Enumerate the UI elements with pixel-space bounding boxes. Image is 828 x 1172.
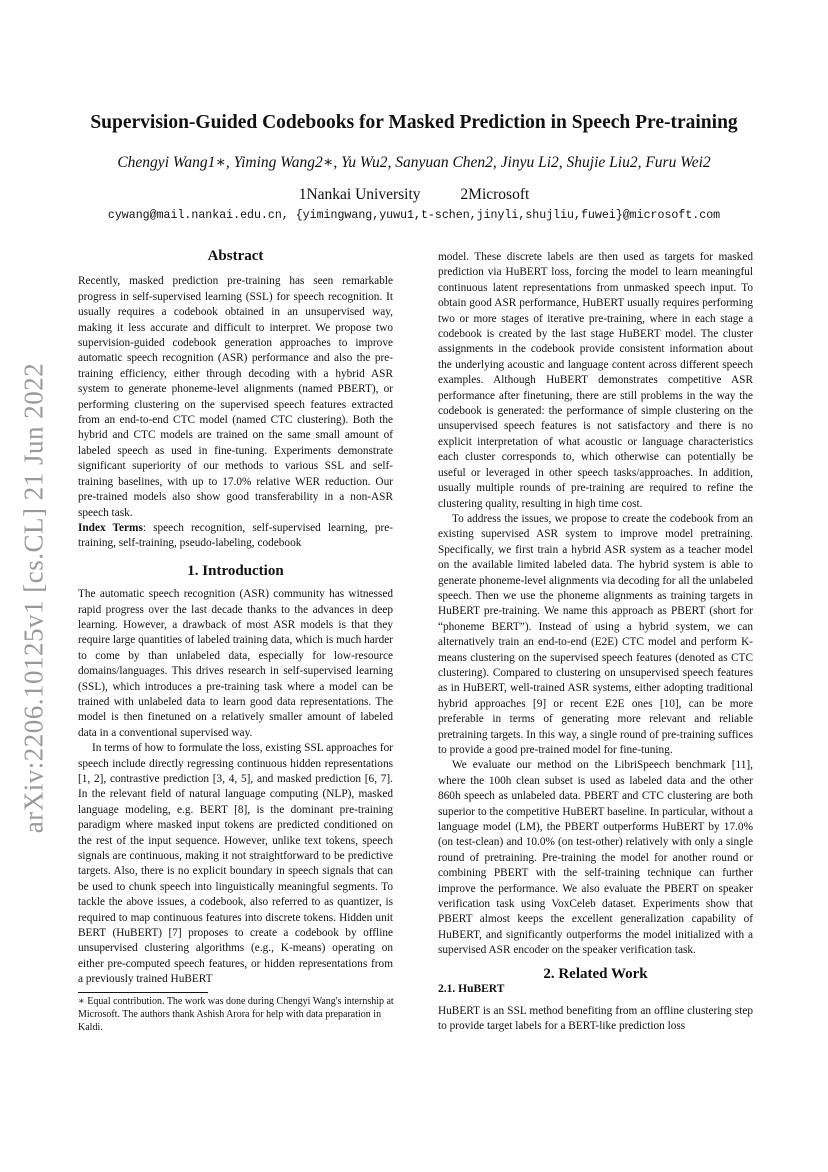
abstract-text: Recently, masked prediction pre-training has seen remarkable progress in self-supervised learning (SSL) for speech recognition. It usually requires a codebook obtained in an unsupervised way, making it less accurate and difficult to interpret. We propose two supervision-guided codebook generation approaches to improve automatic speech recognition (ASR) performance and also the pre-training efficiency, either through decoding with a hybrid ASR system to generate phoneme-level alignments (named PBERT), or performing clustering on the supervised speech features extracted from an end-to-end CTC model (named CTC clustering). Both the hybrid and CTC models are trained on the same small amount of labeled speech as used in fine-tuning. Experiments demonstrate significant superiority of our methods to various SSL and self-training baselines, with up to 17.0% relative WER reduction. Our pre-trained models also show good transferability in a non-ASR speech task. <box>78 275 393 519</box>
related-work-heading: 2. Related Work <box>543 965 648 982</box>
intro-paragraph-1: The automatic speech recognition (ASR) community has witnessed rapid progress over the last decade thanks to the advances in deep learning. However, a drawback of most ASR models is that they require large quantities of labeled training data, which is much harder to come by than unlabeled data, especially for low-resource domains/languages. This drives research in self-supervised learning (SSL), which introduces a pre-training task where a model can be trained with unlabeled data to learn good data representations. The model is then finetuned on a relatively smaller amount of labeled data in a conventional supervised way. <box>78 588 393 739</box>
right-column <box>438 250 753 1034</box>
arxiv-sidebar <box>14 328 54 868</box>
intro-paragraph-2: In terms of how to formulate the loss, existing SSL approaches for speech include directly regressing continuous hidden representations [1, 2], contrastive prediction [3, 4, 5], and masked prediction [6, 7]. In the relevant field of natural language computing (NLP), masked language modeling, e.g. BERT [8], is the dominant pre-training paradigm where masked input tokens are predicted conditioned on the rest of the input sequence. However, unlike text tokens, speech signals are continuous, making it not straightforward to be predictive targets. Also, there is no explicit boundary in speech signals that can be used to chunk speech into linguistically meaningful segments. To tackle the above issues, a codebook, also referred to as quantizer, is required to map continuous features into discrete tokens. Hidden unit BERT (HuBERT) [7] proposes to create a codebook by offline unsupervised clustering algorithms (e.g., K-means) operating on either pre-computed speech features, or hidden representations from a previously trained HuBERT <box>78 742 393 986</box>
right-paragraph-1: model. These discrete labels are then used as targets for masked prediction via HuBERT loss, forcing the model to learn meaningful continuous latent representations from unmasked speech input. To obtain good ASR performance, HuBERT usually requires performing two or more stages of iterative pre-training, where in each stage a codebook is created by the last stage HuBERT model. The cluster assignments in the codebook provide consistent information about the underlying acoustic and language content across different speech examples. Although HuBERT demonstrates competitive ASR performance after finetuning, there are still problems in the way the codebook is generated: the performance of simple clustering on the unsupervised speech features is not satisfactory and there is no explicit interpretation of what acoustic or language characteristics each cluster corresponds to, which otherwise can potentially be useful or leveraged in other speech tasks/approaches. In addition, usually multiple rounds of pre-training are required to refine the clustering quality, resulting in high time cost. <box>438 251 753 510</box>
index-terms-text: : speech recognition, self-supervised learning, pre-training, self-training, pseudo-labeling, codebook <box>78 521 393 550</box>
paper-title: Supervision-Guided Codebooks for Masked Prediction in Speech Pre-training <box>90 112 738 133</box>
abstract-heading: Abstract <box>207 248 264 264</box>
hubert-subheading: 2.1. HuBERT <box>438 983 505 996</box>
footnote-rule <box>78 992 208 993</box>
intro-heading: 1. Introduction <box>187 562 284 579</box>
affiliation-microsoft: 2Microsoft <box>460 186 530 203</box>
arxiv-stamp[interactable]: arXiv:2206.10125v1 [cs.CL] 21 Jun 2022 <box>18 362 49 834</box>
left-column <box>78 249 393 988</box>
index-terms <box>78 521 393 552</box>
affiliation-nankai: 1Nankai University <box>298 186 421 203</box>
hubert-paragraph: HuBERT is an SSL method benefiting from an offline clustering step to provide target labels for a BERT-like prediction loss <box>438 1004 753 1032</box>
index-terms-label: Index Terms <box>78 521 143 534</box>
affiliations <box>60 186 768 204</box>
email-list[interactable]: cywang@mail.nankai.edu.cn, {yimingwang,yuwu1,t-schen,jinyli,shujliu,fuwei}@microsoft.com <box>107 209 721 222</box>
author-list: Chengyi Wang1∗, Yiming Wang2∗, Yu Wu2, Sanyuan Chen2, Jinyu Li2, Shujie Liu2, Furu Wei2 <box>117 154 711 171</box>
right-paragraph-3: We evaluate our method on the LibriSpeech benchmark [11], where the 100h clean subset is used as labeled data and the other 860h speech as unlabeled data. PBERT and CTC clustering are both superior to the competitive HuBERT baseline. In particular, without a language model (LM), the PBERT outperforms HuBERT by 17.0% (on test-clean) and 10.0% (on test-other) relatively with only a single round of pretraining. Pre-training the model for another round or combining PBERT with the self-training technique can further improve the performance. We also evaluate the PBERT on speaker verification task using VoxCeleb dataset. Experiments show that PBERT almost keeps the excellent generalization capability of HuBERT, and significantly outperforms the model initialized with a supervised ASR encoder on the speaker verification task. <box>438 759 753 957</box>
right-paragraph-2: To address the issues, we propose to create the codebook from an existing supervised ASR system to improve model pretraining. Specifically, we first train a hybrid ASR system as a teacher model on the available limited labeled data. The hybrid system is able to generate phoneme-level alignments via decoding for all the unlabeled speech. Then we use the phoneme alignments as training targets in HuBERT pre-training. We name this approach as PBERT (short for “phoneme BERT”). Instead of using a hybrid system, we can alternatively train an end-to-end (E2E) CTC model and perform K-means clustering on the supervised speech features (denoted as CTC clustering). Compared to clustering on unsupervised speech features as in HuBERT, well-trained ASR systems, either adopting traditional hybrid approaches [9] or recent E2E ones [10], can be more preferable in terms of generating more relevant and reliable pretraining targets. In this way, a single round of pre-training suffices to provide a good pre-trained model for fine-tuning. <box>438 512 753 756</box>
footnote: ∗ Equal contribution. The work was done during Chengyi Wang's internship at Microsoft. The authors thank Ashish Arora for help with data preparation in Kaldi. <box>78 996 394 1033</box>
